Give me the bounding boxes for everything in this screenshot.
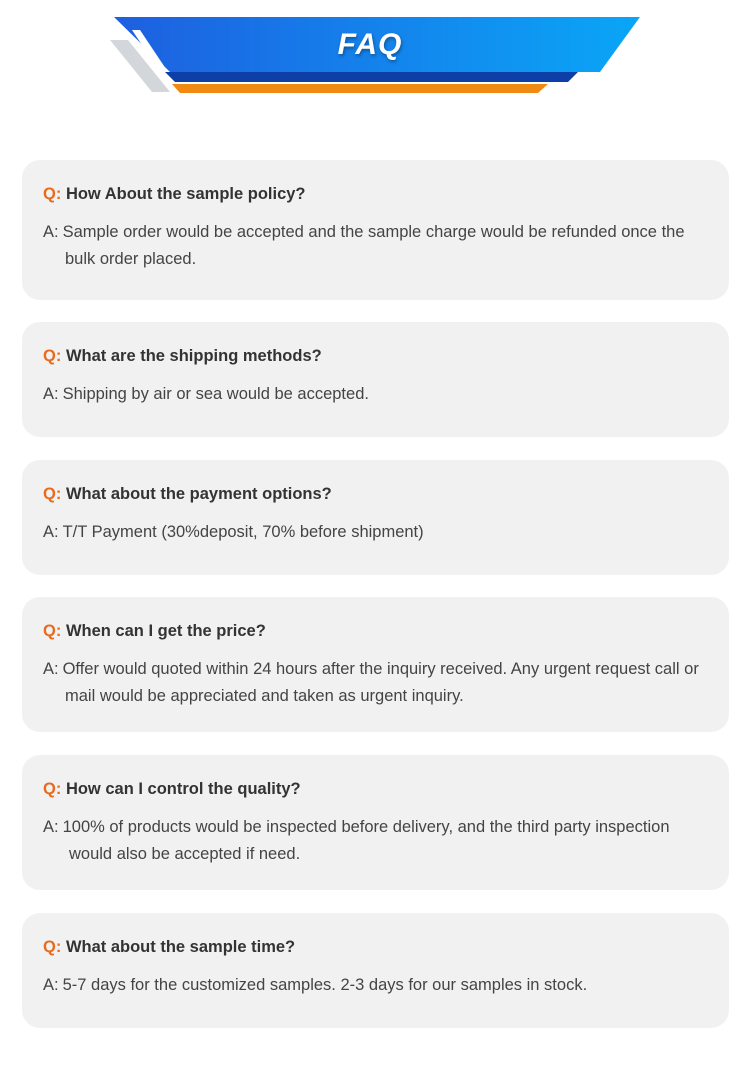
- question-text: What are the shipping methods?: [65, 347, 322, 365]
- faq-card: [22, 755, 729, 890]
- answer-text: 5-7 days for the customized samples. 2-3 days for our samples in stock.: [62, 976, 588, 994]
- faq-header-banner: [0, 0, 750, 110]
- answer-text-continued: would also be accepted if need.: [69, 845, 301, 863]
- question-text: How can I control the quality?: [65, 780, 301, 798]
- dark-blue-band: [165, 72, 578, 82]
- answer-text: Sample order would be accepted and the sample charge would be refunded once the: [62, 223, 685, 241]
- answer-text-continued: bulk order placed.: [65, 250, 197, 268]
- question-text: When can I get the price?: [65, 622, 266, 640]
- answer-text-continued: mail would be appreciated and taken as urgent inquiry.: [65, 687, 464, 705]
- faq-answer: [43, 519, 711, 546]
- faq-question: [43, 485, 332, 504]
- question-prefix: Q:: [43, 485, 62, 503]
- question-text: What about the sample time?: [65, 938, 296, 956]
- faq-answer: [43, 656, 711, 710]
- question-prefix: Q:: [43, 622, 62, 640]
- answer-text: 100% of products would be inspected before delivery, and the third party inspection: [62, 818, 670, 836]
- question-prefix: Q:: [43, 938, 62, 956]
- answer-prefix: A:: [43, 818, 59, 836]
- faq-answer: [43, 381, 711, 408]
- faq-card: [22, 913, 729, 1028]
- answer-prefix: A:: [43, 385, 59, 403]
- answer-prefix: A:: [43, 976, 59, 994]
- question-text: What about the payment options?: [65, 485, 332, 503]
- answer-text: T/T Payment (30%deposit, 70% before shipment): [62, 523, 424, 541]
- question-prefix: Q:: [43, 780, 62, 798]
- faq-answer: [43, 814, 711, 868]
- faq-answer: [43, 219, 711, 273]
- question-prefix: Q:: [43, 185, 62, 203]
- answer-prefix: A:: [43, 523, 59, 541]
- faq-question: [43, 347, 322, 366]
- faq-question: [43, 938, 295, 957]
- question-text: How About the sample policy?: [65, 185, 306, 203]
- page-title: FAQ: [337, 28, 403, 61]
- faq-card: [22, 322, 729, 437]
- answer-text: Offer would quoted within 24 hours after the inquiry received. Any urgent request call or: [62, 660, 699, 678]
- question-prefix: Q:: [43, 347, 62, 365]
- faq-card: [22, 597, 729, 732]
- answer-text: Shipping by air or sea would be accepted.: [62, 385, 369, 403]
- faq-answer: [43, 972, 711, 999]
- faq-card: [22, 160, 729, 300]
- answer-prefix: A:: [43, 660, 59, 678]
- faq-question: [43, 780, 301, 799]
- orange-underline: [172, 84, 548, 93]
- answer-prefix: A:: [43, 223, 59, 241]
- faq-question: [43, 185, 306, 204]
- faq-card: [22, 460, 729, 575]
- faq-question: [43, 622, 266, 641]
